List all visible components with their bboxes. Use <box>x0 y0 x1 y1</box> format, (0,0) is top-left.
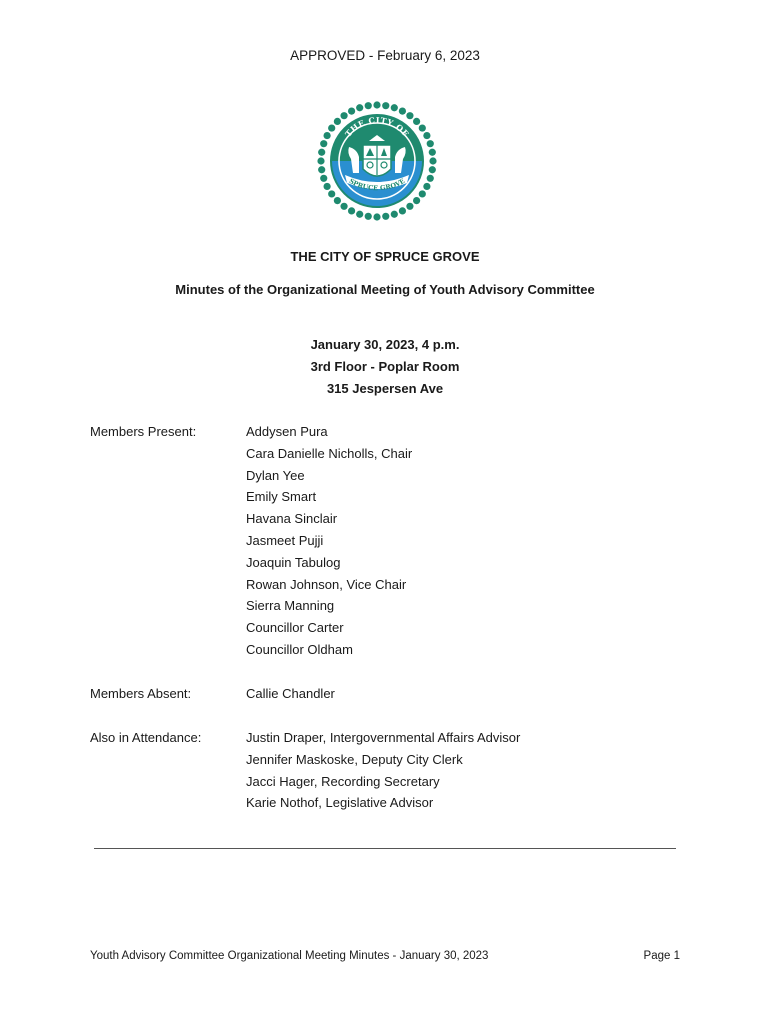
meeting-date-time: January 30, 2023, 4 p.m. <box>310 337 460 352</box>
meeting-room: 3rd Floor - Poplar Room <box>310 358 460 374</box>
list-item: Joaquin Tabulog <box>246 554 341 570</box>
list-item: Jacci Hager, Recording Secretary <box>246 773 440 789</box>
list-item: Sierra Manning <box>246 598 335 614</box>
city-seal-icon <box>313 95 441 228</box>
seal-bottom-text: SPRUCE GROVE <box>347 176 407 193</box>
meeting-address: 315 Jespersen Ave <box>326 380 444 396</box>
list-item: Karie Nothof, Legislative Advisor <box>246 795 434 811</box>
list-item: Emily Smart <box>246 489 317 505</box>
list-item: Addysen Pura <box>246 424 328 439</box>
page-number: Page 1 <box>643 950 680 962</box>
list-item: Jasmeet Pujji <box>246 532 324 548</box>
seal-top-text: THE CITY OF <box>342 114 412 139</box>
footer-title: Youth Advisory Committee Organizational Meeting Minutes - January 30, 2023 <box>90 950 489 962</box>
members-absent-label: Members Absent: <box>90 686 192 701</box>
members-present-label: Members Present: <box>90 424 197 439</box>
section-divider <box>94 848 676 849</box>
members-present-section <box>90 421 690 661</box>
members-absent-section <box>90 683 690 707</box>
list-item: Havana Sinclair <box>246 511 338 527</box>
list-item: Callie Chandler <box>246 686 335 701</box>
also-in-attendance-label: Also in Attendance: <box>90 730 202 745</box>
members-present-list <box>246 421 696 661</box>
list-item: Jennifer Maskoske, Deputy City Clerk <box>246 751 463 767</box>
list-item: Dylan Yee <box>246 467 305 483</box>
list-item: Cara Danielle Nicholls, Chair <box>246 445 413 461</box>
list-item: Councillor Oldham <box>246 641 353 657</box>
also-in-attendance-list <box>246 727 696 814</box>
list-item: Justin Draper, Intergovernmental Affairs Advisor <box>246 730 521 745</box>
approval-stamp-text: APPROVED - February 6, 2023 <box>290 48 480 63</box>
minutes-title: Minutes of the Organizational Meeting of Youth Advisory Committee <box>175 282 595 297</box>
members-absent-list <box>246 683 696 705</box>
also-in-attendance-section <box>90 727 690 817</box>
list-item: Councillor Carter <box>246 620 344 636</box>
list-item: Rowan Johnson, Vice Chair <box>246 576 407 592</box>
organization-title: THE CITY OF SPRUCE GROVE <box>290 249 480 264</box>
meeting-details <box>0 334 770 399</box>
